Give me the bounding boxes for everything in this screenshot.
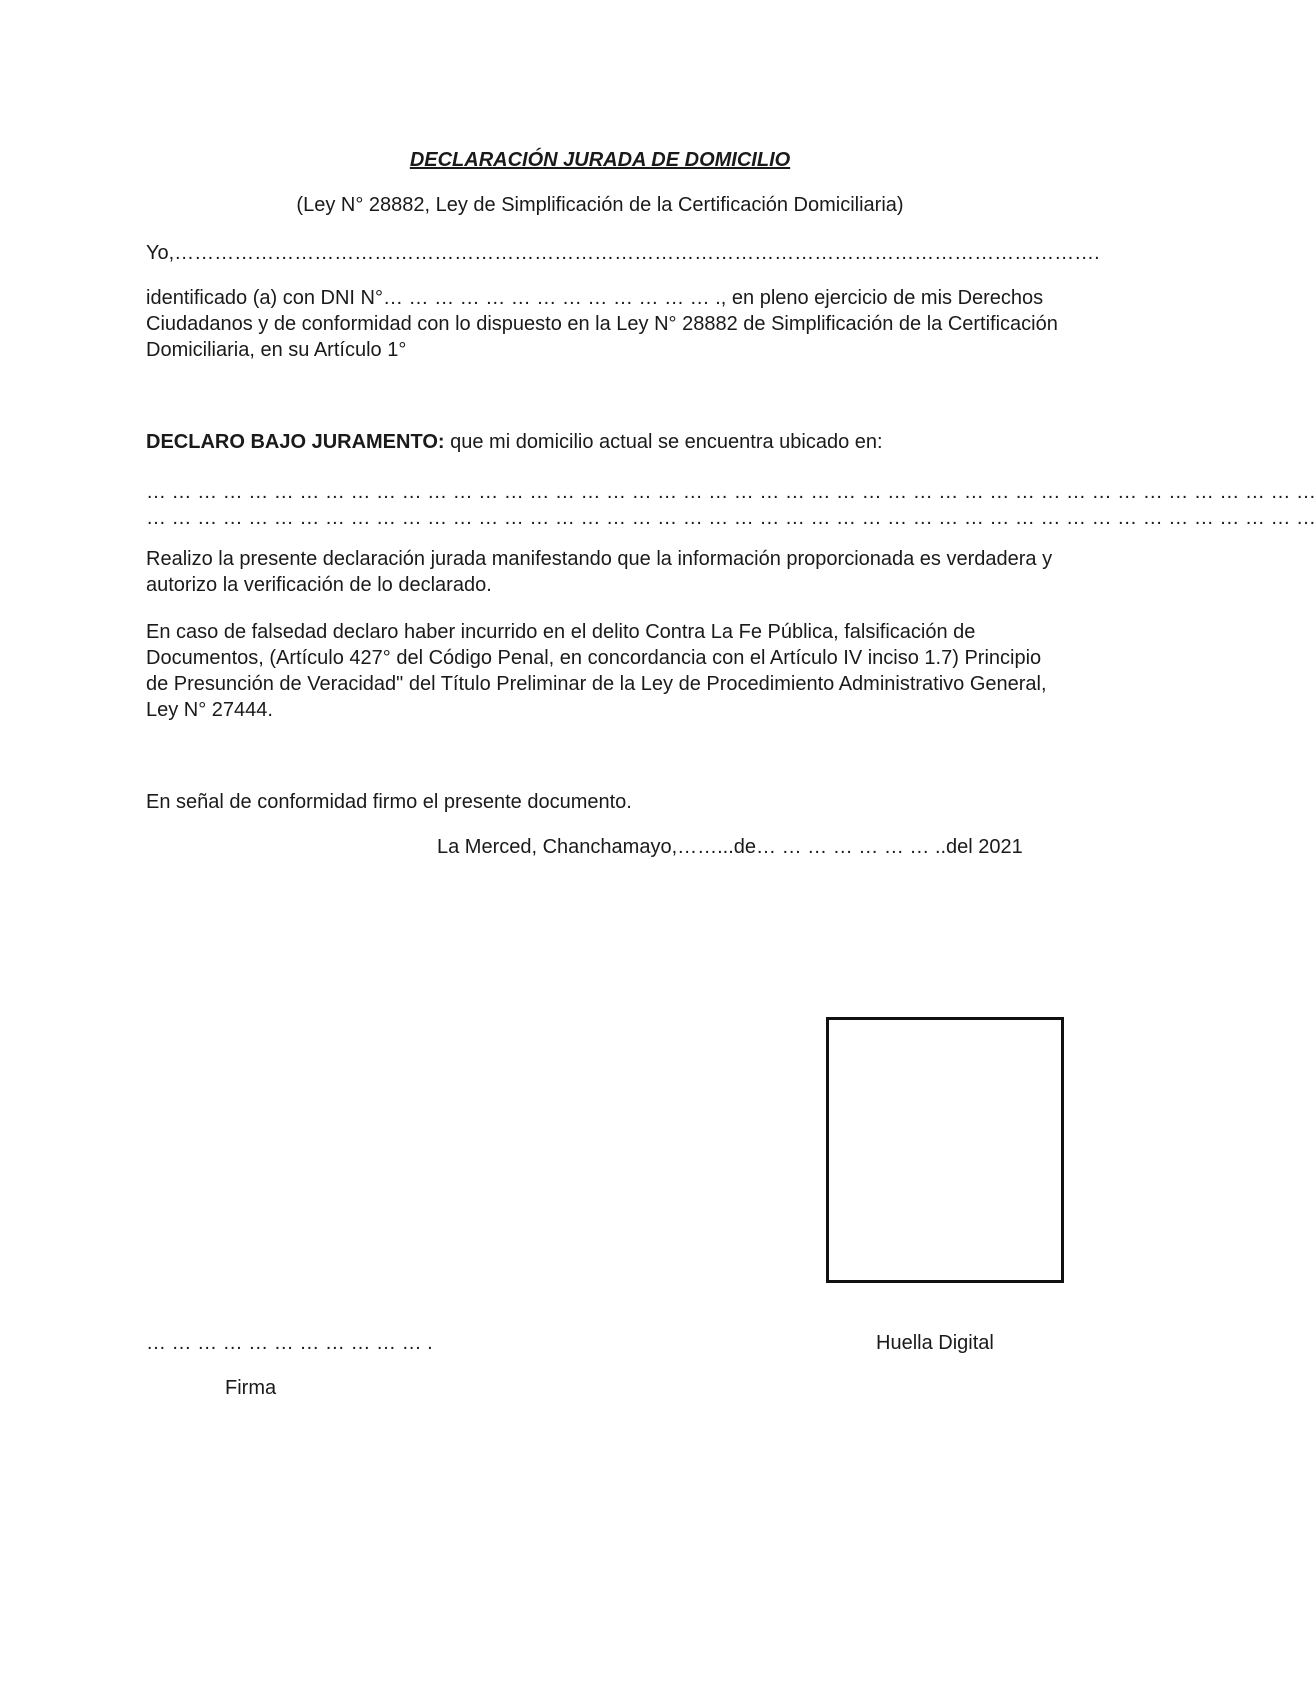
address-line-1: … … … … … … … … … … … … … … … … … … … … … … … … … … … … … … … … … … … … … … … … … … … … … …: [146, 481, 1316, 503]
document-subtitle: (Ley N° 28882, Ley de Simplificación de la Certificación Domiciliaria): [296, 194, 904, 216]
fingerprint-label: Huella Digital: [876, 1332, 994, 1354]
declaration-text: que mi domicilio actual se encuentra ubicado en:: [444, 431, 883, 453]
signature-line: … … … … … … … … … … … .: [146, 1332, 433, 1354]
truth-paragraph: Realizo la presente declaración jurada manifestando que la información proporcionada es verdadera y autorizo la verificación de lo declarado.: [146, 548, 1053, 596]
fingerprint-box: [826, 1017, 1064, 1283]
document-title: DECLARACIÓN JURADA DE DOMICILIO: [409, 149, 791, 171]
identification-paragraph: identificado (a) con DNI N°… … … … … … … … … … … … … ., en pleno ejercicio de mis Derechos Ciudadanos y de conformidad con lo dispuesto en la Ley N° 28882 de Simplificación de la Certificación Domiciliaria, en su Artículo 1°: [146, 287, 1058, 361]
conformity-text: En señal de conformidad firmo el presente documento.: [146, 791, 632, 813]
falsehood-paragraph: En caso de falsedad declaro haber incurrido en el delito Contra La Fe Pública, falsificación de Documentos, (Artículo 427° del Código Penal, en concordancia con el Artículo IV inciso 1.7) Principio de Presunción de Veracidad" del Título Preliminar de la Ley de Procedimiento Administrativo General, Ley N° 27444.: [146, 621, 1047, 721]
declaration-lead: DECLARO BAJO JURAMENTO:: [146, 431, 445, 453]
place-date-line: La Merced, Chanchamayo,……...de… … … … … … … ..del 2021: [437, 836, 1023, 858]
address-line-2: … … … … … … … … … … … … … … … … … … … … … … … … … … … … … … … … … … … … … … … … … … … … … …: [146, 507, 1316, 529]
declaration-statement: [146, 429, 1060, 455]
yo-line: Yo,………………………………………………………………………………………………………………………….: [146, 242, 1100, 264]
signature-label: Firma: [225, 1377, 277, 1399]
